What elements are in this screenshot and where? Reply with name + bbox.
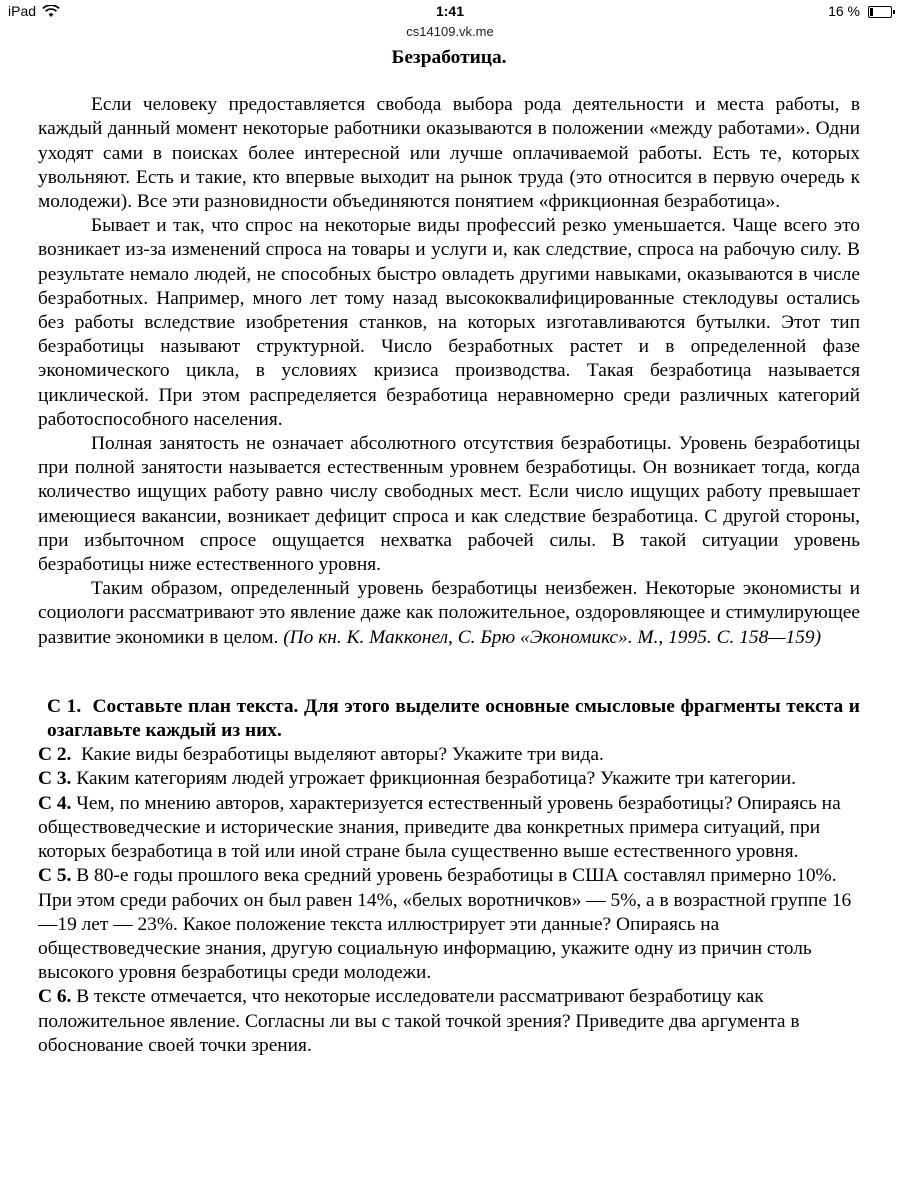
citation: (По кн. К. Макконел, С. Брю «Экономикс». М., 1995. С. 158—159) — [283, 626, 822, 648]
question-label: С 6. — [38, 986, 72, 1008]
question-text: Какие виды безработицы выделяют авторы? Укажите три вида. — [81, 744, 604, 766]
document-title: Безработица. — [391, 47, 507, 68]
paragraph-text: Таким образом, определенный уровень безработицы неизбежен. Некоторые экономисты и социологи рассматривают это явление даже как положительное, оздоровляющее и стимулирующее развитие экономики в целом. — [38, 578, 860, 648]
question-text: Чем, по мнению авторов, характеризуется естественный уровень безработицы? Опираясь на обществоведческие и исторические знания, приведите два конкретных примера ситуаций, при которых безработица в той или иной стране была существенно выше естественного уровня. — [38, 792, 841, 863]
paragraph: Если человеку предоставляется свобода выбора рода деятельности и места работы, в каждый данный момент некоторые работники оказываются в положении «между работами». Одни уходят сами в поисках более интересной или лучше оплачиваемой работы. Есть те, которых увольняют. Есть и такие, кто впервые выходит на рынок труда (это относится в первую очередь к молодежи). Все эти разновидности объединяются понятием «фрикционная безработица». — [38, 94, 860, 213]
question-item — [38, 792, 860, 865]
question-text: В 80-е годы прошлого века средний уровень безработицы в США составлял примерно 10%. При этом среди рабочих он был равен 14%, «белых воротничков» — 5%, а в возрастной группе 16—19 лет — 23%. Какое положение текста иллюстрирует эти данные? Опираясь на обществоведческие знания, другую социальную информацию, укажите одну из причин столь высокого уровня безработицы среди молодежи. — [38, 865, 852, 984]
question-item — [38, 743, 860, 767]
question-item — [38, 695, 860, 743]
status-bar — [0, 0, 900, 23]
question-text: Составьте план текста. Для этого выделите основные смысловые фрагменты текста и озаглавьте каждый из них. — [47, 695, 860, 742]
paragraph: Бывает и так, что спрос на некоторые виды профессий резко уменьшается. Чаще всего это возникает из-за изменений спроса на товары и услуги и, как следствие, спроса на рабочую силу. В результате немало людей, не способных быстро овладеть другими навыками, оказываются в числе безработных. Например, много лет тому назад высококвалифицированные стеклодувы остались без работы вследствие изобретения станков, на которых изготавливаются бутылки. Этот тип безработицы называют структурной. Число безработных растет и в определенной фазе экономического цикла, в условиях кризиса производства. Такая безработица называется циклической. При этом распределяется безработица неравномерно среди различных категорий работоспособного населения. — [38, 215, 860, 430]
address-bar[interactable] — [0, 22, 900, 44]
paragraph: Полная занятость не означает абсолютного отсутствия безработицы. Уровень безработицы при полной занятости называется естественным уровнем безработицы. Он возникает тогда, когда количество ищущих работу равно числу свободных мест. Если число ищущих работу превышает имеющиеся вакансии, возникает дефицит спроса и как следствие безработица. С другой стороны, при избыточном спросе ощущается нехватка рабочей силы. В такой ситуации уровень безработицы ниже естественного уровня. — [38, 433, 860, 576]
carrier-label: iPad — [8, 3, 37, 19]
question-text: Каким категориям людей угрожает фрикционная безработица? Укажите три категории. — [76, 768, 796, 790]
question-item — [38, 767, 860, 791]
question-label: С 3. — [38, 768, 72, 790]
battery-percent: 16 % — [828, 3, 860, 19]
question-text: В тексте отмечается, что некоторые исследователи рассматривают безработицу как положительное явление. Согласны ли вы с такой точкой зрения? Приведите два аргумента в обоснование своей точки зрения. — [38, 986, 800, 1056]
question-label: С 2. — [38, 744, 72, 766]
battery-fill — [870, 8, 873, 16]
question-item — [38, 985, 860, 1058]
question-label: С 5. — [38, 865, 72, 887]
paragraph-last — [38, 577, 860, 650]
battery-icon — [868, 6, 892, 18]
question-item — [38, 864, 860, 985]
clock: 1:41 — [435, 3, 465, 19]
question-label: С 4. — [38, 792, 72, 814]
questions-list — [38, 695, 860, 1058]
question-label: С 1. — [47, 695, 82, 717]
url-text[interactable]: cs14109.vk.me — [406, 24, 494, 39]
document-content — [38, 46, 860, 1058]
